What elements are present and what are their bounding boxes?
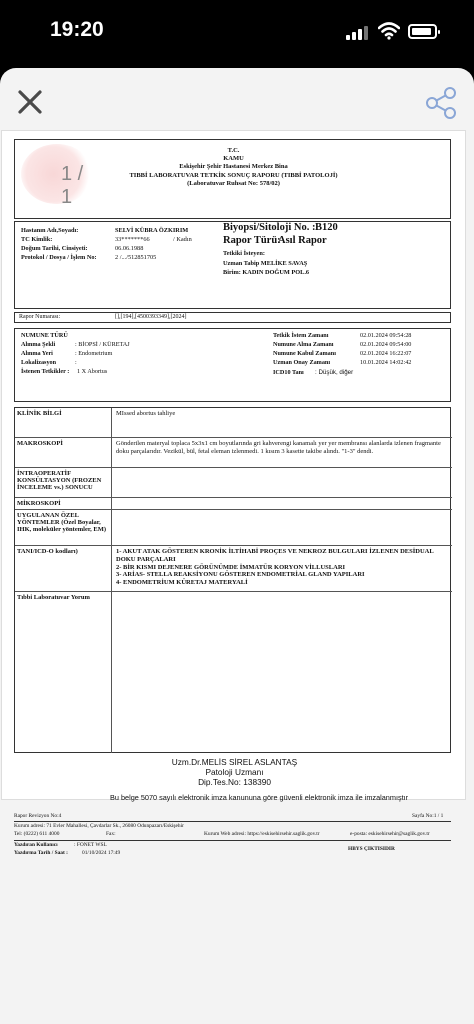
report-number-row [14,312,451,323]
icd-value: : Düşük, diğer [315,369,354,376]
patient-name-label: Hastanın Adı,Soyadı: [21,227,79,234]
request-time-label: Tetkik İstem Zamanı [273,332,329,339]
revision-number: Rapor Revizyon No:4 [14,813,62,819]
close-icon[interactable] [14,86,46,118]
report-type-value: Asıl Rapor [278,235,327,246]
header-line-2: KAMU [223,155,244,163]
email-address: e-posta: eskisehirsehir@saglik.gov.tr [350,831,430,837]
acceptance-time-value: 02.01.2024 16:22:07 [360,350,412,357]
header-line-5: (Laboratuvar Ruhsat No: 578/02) [187,179,280,187]
intraop-row [15,468,452,498]
signer-title: Patoloji Uzmanı [205,767,264,777]
intraop-label: İNTRAOPERATİF KONSÜLTASYON (FROZEN İNCELEME vs.) SONUCU [17,470,102,492]
patient-name-value: SELVİ KÜBRA ÖZKIRIM [115,227,189,234]
sample-shape-label: Alınma Şekli [21,341,56,348]
signer-name: Uzm.Dr.MELİS SİREL ASLANTAŞ [171,757,298,767]
requested-tests-label: İstenen Tetkikler : [21,368,70,375]
e-signature-note: Bu belge 5070 sayılı elektronik imza kanununa göre güvenli elektronik imza ile imzalanmıştır [110,793,409,802]
collection-time-value: 02.01.2024 09:54:00 [360,341,412,348]
tc-label: TC Kimlik: [21,236,53,243]
diagnosis-label: TANI/ICD-O kodları) [17,548,78,555]
findings-table [14,407,451,753]
protocol-label: Protokol / Dosya / İşlem No: [21,254,97,261]
dob-label: Doğum Tarihi, Cinsiyeti: [21,245,88,252]
diagnosis-line-1: 1- AKUT ATAK GÖSTEREN KRONİK İLTİHABİ PROÇES VE NEKROZ BULGULARI İZLENEN DESİDUAL DOKU PARÇALARI [116,548,434,563]
macro-value: Gönderilen materyal toplaca 5x3x1 cm boyutlarında gri kahverengi kanamalı yer yer membransı alanlarda izlenen fragmante doku parçalarıdır. Vezikül, bül, fetal eleman izlenmedi. 1 kısım 3 kasette takibe alındı. "1-3" dendi. [111,438,452,467]
collection-time-label: Numune Alma Zamanı [273,341,334,348]
status-bar [0,0,474,64]
header-line-1: T.C. [227,147,240,154]
localization-label: Lokalizasyon [21,359,57,366]
doctor-label: Uzman Tabip MELİKE SAVAŞ [223,260,308,267]
diagnosis-line-4: 4- ENDOMETRİUM KÜRETAJ MATERYALİ [116,579,248,587]
special-methods-row [15,510,452,546]
sample-place-label: Alınma Yeri [21,350,53,357]
requester-label: Tetkiki İsteyen: [223,250,265,257]
gender-value: / Kadın [173,236,192,243]
tc-value: 33*******66 [115,236,150,243]
clinical-row [15,408,452,438]
micro-row [15,498,452,510]
signature-block [2,757,467,787]
address: Kurum adresi: 71 Evler Mahallesi, Çavdarlar Sk., 26080 Odunpazarı/Eskişehir [14,823,184,829]
print-date-value: 01/10/2024 17:49 [82,850,121,856]
share-icon[interactable] [424,86,458,120]
sample-place-value: : Endometrium [75,350,113,357]
approval-time-value: 10.01.2024 14:02:42 [360,359,412,366]
micro-value [111,498,452,509]
report-number-value: [],[194],[4500393349],[2024] [115,314,187,320]
viewer-toolbar [0,68,474,130]
wifi-icon [378,22,400,40]
diagnosis-line-2: 2- BİR KISMI DEJENERE GÖRÜNÜMDE İMMATÜR KORYON VİLLUSLARI [116,563,346,571]
biopsy-value: B120 [315,222,338,233]
document-viewer-sheet [0,68,474,1024]
footer-divider-1 [14,821,451,822]
report-number-label: Rapor Numarası: [19,314,61,320]
biopsy-label: Biyopsi/Sitoloji No. : [223,222,316,233]
request-time-value: 02.01.2024 09:54:28 [360,332,412,339]
pdf-page[interactable] [1,130,466,856]
system-label: HBYS ÇIKTISIDIR [348,846,395,852]
header-line-4: TIBBİ LABORATUVAR TETKİK SONUÇ RAPORU (TIBBİ PATOLOJİ) [129,171,338,179]
print-date-label: Yazdırma Tarih / Saat : [14,850,68,856]
battery-icon [408,24,437,39]
status-time: 19:20 [50,18,104,41]
clinical-value: MIssed abortus tahliye [111,408,452,437]
acceptance-time-label: Numune Kabul Zamanı [273,350,336,357]
fax: Fax: [106,831,116,837]
comment-value [111,592,452,753]
phone: Tel: (0222) 611 4000 [14,831,60,837]
report-type-label: Rapor Türü: [223,235,281,246]
sample-type-label: NUMUNE TÜRÜ [21,332,68,339]
localization-value: : [75,359,77,366]
diagnosis-value [111,546,452,591]
web-address: Kurum Web adresi: https://eskisehirsehir.saglik.gov.tr [204,831,320,837]
intraop-value [111,468,452,497]
signer-registration: Dip.Tes.No: 138390 [198,777,271,787]
stamp-page-number: 1 / 1 [61,163,84,208]
macro-label: MAKROSKOPİ [17,440,63,447]
patient-info [14,221,451,309]
comment-row [15,592,452,753]
requested-tests-value: 1 X Abortus [77,368,108,375]
footer-divider-2 [14,840,451,841]
clinical-label: KLİNİK BİLGİ [17,410,62,417]
icd-label: ICD10 Tanı [273,369,304,376]
dob-value: 06.06.1988 [115,245,144,252]
cellular-signal-icon [346,26,368,40]
special-methods-value [111,510,452,545]
protocol-value: 2 /.../512851705 [115,254,157,261]
sample-info [14,328,451,402]
diagnosis-row [15,546,452,592]
comment-label: Tıbbi Laboratuvar Yorum [17,594,90,601]
header-line-3: Eskişehir Şehir Hastanesi Merkez Bina [179,163,288,171]
header-title-block [15,147,452,188]
sample-shape-value: : BİOPSİ / KÜRETAJ [75,341,130,348]
printer-label: Yazdıran Kullanıcı [14,842,58,848]
report-header [14,139,451,219]
approval-time-label: Uzman Onay Zamanı [273,359,331,366]
macro-row [15,438,452,468]
special-methods-label: UYGULANAN ÖZEL YÖNTEMLER (Özel Boyalar, IHK, moleküler yöntemler, EM) [17,512,107,534]
printer-value: : FONET WSL [74,842,107,848]
micro-label: MİKROSKOPİ [17,500,61,507]
diagnosis-line-3: 3- ARİAS- STELLA REAKSİYONU GÖSTEREN ENDOMETRİAL GLAND YAPILARI [116,571,365,579]
page-number: Sayfa No:1 / 1 [412,813,444,819]
unit-label: Birim: KADIN DOĞUM POL.6 [223,269,310,276]
